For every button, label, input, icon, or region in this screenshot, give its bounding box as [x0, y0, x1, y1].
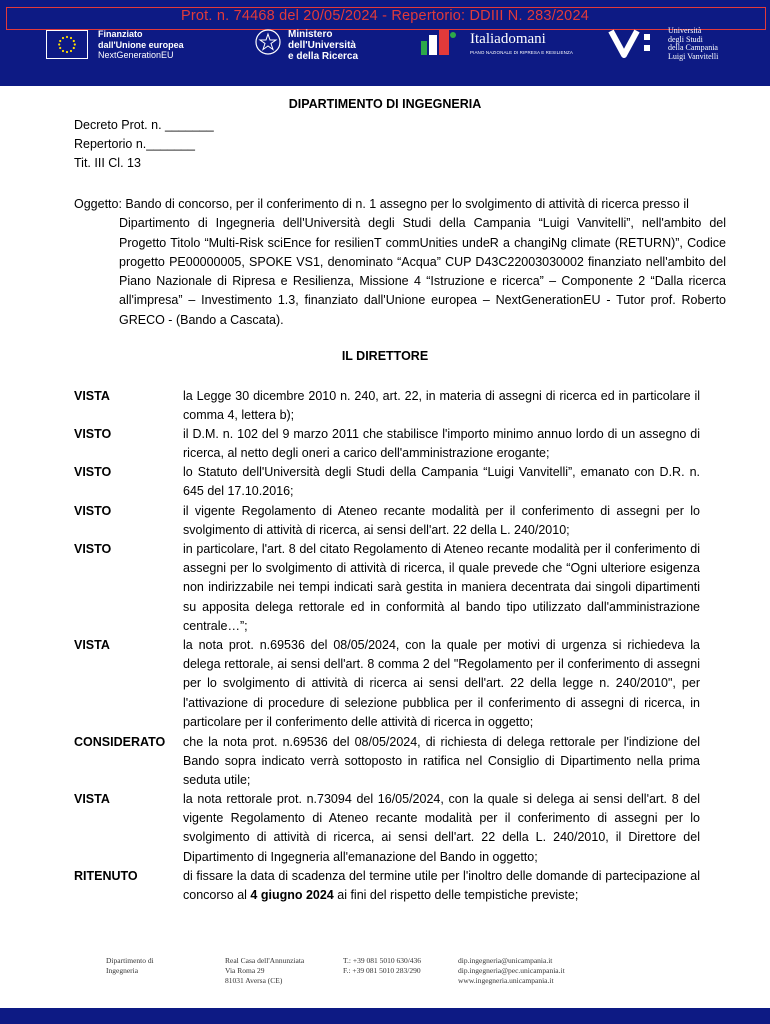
- recital-keyword: CONSIDERATO: [74, 735, 166, 749]
- italia-domani-text: Italiadomani PIANO NAZIONALE DI RIPRESA E RESILIENZA: [470, 31, 573, 55]
- header-bar: [0, 0, 770, 86]
- recital-entry: [74, 733, 700, 791]
- recital-text: la nota prot. n.69536 del 08/05/2024, con la quale per motivi di urgenza si richiedeva la delega rettorale, ai sensi dell'art. 8 comma 2 del "Regolamento per il conferimento di assegni per lo svolgimento di attività di ricerca ai sensi dell'art. 22 della legge n. 240/2010", per l'attivazione di procedure di selezione pubblica per il conferimento di assegni di ricerca, in particolare per il conferimento delle attività di ricerca in oggetto;: [183, 638, 700, 729]
- footer-address: Real Casa dell'Annunziata Via Roma 29 81031 Aversa (CE): [225, 956, 305, 985]
- recital-keyword: VISTA: [74, 792, 110, 806]
- oggetto-paragraph: [74, 195, 726, 330]
- footer-website-link[interactable]: www.ingegneria.unicampania.it: [458, 976, 554, 985]
- footer-bar: [0, 1008, 770, 1024]
- protocol-stamp: Prot. n. 74468 del 20/05/2024 - Repertorio: DDIII N. 283/2024: [181, 8, 589, 24]
- recital-keyword: RITENUTO: [74, 869, 138, 883]
- recital-text: lo Statuto dell'Università degli Studi della Campania “Luigi Vanvitelli”, emanato con D.R. n. 645 del 17.10.2016;: [183, 465, 700, 499]
- direttore-heading: IL DIRETTORE: [341, 349, 429, 363]
- recital-keyword: VISTO: [74, 427, 112, 441]
- footer-phone: T.: +39 081 5010 630/436 F.: +39 081 5010 283/290: [343, 956, 422, 975]
- recital-entry: [74, 540, 700, 636]
- recital-text: la Legge 30 dicembre 2010 n. 240, art. 22, in materia di assegni di ricerca ed in particolare il comma 4, lettera b);: [183, 389, 700, 423]
- recital-text: la nota rettorale prot. n.73094 del 16/05/2024, con la quale si delega ai sensi dell'art. 8 del vigente Regolamento di Ateneo recante modalità per il conferimento di assegni per lo svolgimento di attività di ricerca, ai sensi dell'art. 22 della L. 240/2010, il Direttore del Dipartimento di Ingegneria all'emanazione del Bando in oggetto;: [183, 792, 700, 864]
- recital-entry: [74, 502, 700, 540]
- recital-text: in particolare, l'art. 8 del citato Regolamento di Ateneo recante modalità per il conferimento di assegni per lo svolgimento di attività di ricerca, il quale prevede che “Ogni ulteriore esigenza non indirizzabile nei tempi indicati sarà gestita in maniera decentrata dai singoli dipartimenti su apposita delega rettorale ed in conformità al bando tipo utilizzato dall'amministrazione centrale…”;: [183, 542, 700, 633]
- decreto-line: Decreto Prot. n. _______: [74, 118, 214, 132]
- recital-text: di fissare la data di scadenza del termine utile per l'inoltro delle domande di partecipazione al concorso al 4 giugno 2024 ai fini del rispetto delle tempistiche previste;: [183, 869, 700, 903]
- university-logo-text: Università degli Studi della Campania Luigi Vanvitelli: [668, 26, 719, 61]
- recital-text: il D.M. n. 102 del 9 marzo 2011 che stabilisce l'importo minimo annuo lordo di un assegno di ricerca, al netto degli oneri a carico dell'amministrazione erogante;: [183, 427, 700, 461]
- recital-text: che la nota prot. n.69536 del 08/05/2024, di richiesta di delega rettorale per l'indizione del Bando sopra indicato verrà sottoposto in ratifica nel Consiglio di Dipartimento nella prima seduta utile;: [183, 735, 700, 788]
- recital-entry: [74, 636, 700, 732]
- deadline-date: 4 giugno 2024: [250, 888, 334, 903]
- recital-entry: [74, 463, 700, 501]
- italia-domani-icon: [417, 27, 463, 59]
- recital-keyword: VISTA: [74, 638, 110, 652]
- italian-emblem-icon: [254, 28, 282, 56]
- footer-email-link[interactable]: dip.ingegneria@unicampania.it: [458, 956, 553, 965]
- titolo-line: Tit. III Cl. 13: [74, 156, 141, 170]
- recital-keyword: VISTO: [74, 542, 112, 556]
- eu-flag-icon: [46, 30, 88, 59]
- ministry-logo-text: Ministero dell'Università e della Ricerca: [288, 29, 359, 62]
- oggetto-first-line: Oggetto: Bando di concorso, per il conferimento di n. 1 assegno per lo svolgimento di attività di ricerca presso il: [74, 197, 689, 211]
- oggetto-body: Dipartimento di Ingegneria dell'Università degli Studi della Campania “Luigi Vanvitelli”, nell'ambito del Progetto Titolo “Multi-Risk sciEnce for resilienT commUnities undeR a changiNg climate (RETURN)”, Codice progetto PE00000005, SPOKE VS1, denominato “Acqua” CUP D43C22003030002 finanziato nell'ambito del Piano Nazionale di Ripresa e Resilienza, Missione 4 “Istruzione e ricerca” – Componente 2 “Dalla ricerca all'impresa” – Investimento 1.3, finanziato dall'Unione europea – NextGenerationEU - Tutor prof. Roberto GRECO - (Bando a Cascata).: [119, 216, 726, 327]
- department-title: DIPARTIMENTO DI INGEGNERIA: [288, 97, 482, 111]
- recital-text: il vigente Regolamento di Ateneo recante modalità per il conferimento di assegni per lo svolgimento di attività di ricerca, ai sensi dell'art. 22 della L. 240/2010;: [183, 504, 700, 538]
- recital-entry: [74, 387, 700, 425]
- footer-department: Dipartimento di Ingegneria: [106, 956, 154, 975]
- recital-keyword: VISTO: [74, 504, 112, 518]
- recital-entry: [74, 790, 700, 867]
- footer-pec-link[interactable]: dip.ingegneria@pec.unicampania.it: [458, 966, 565, 975]
- eu-logo-text: Finanziato dall'Unione europea NextGenerationEU: [98, 29, 184, 60]
- recital-entry: [74, 425, 700, 463]
- repertorio-line: Repertorio n._______: [74, 137, 195, 151]
- footer-contacts: [458, 956, 565, 986]
- recital-keyword: VISTA: [74, 389, 110, 403]
- university-v-logo-icon: [608, 28, 656, 58]
- recital-entry: [74, 867, 700, 905]
- recital-keyword: VISTO: [74, 465, 112, 479]
